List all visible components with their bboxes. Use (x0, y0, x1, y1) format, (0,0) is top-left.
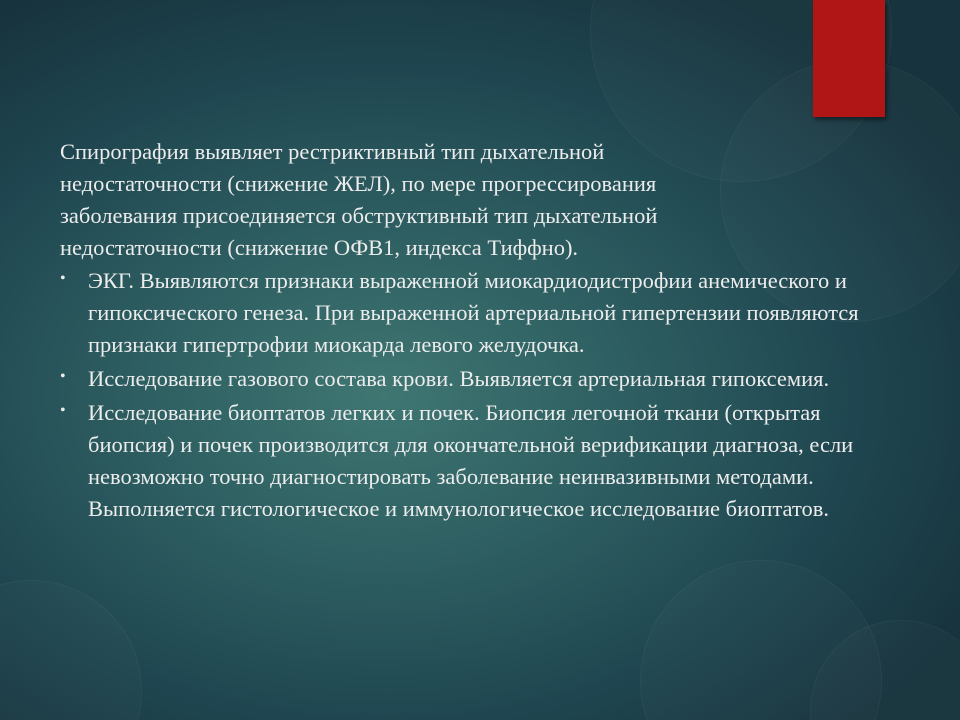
decorative-circle (0, 580, 142, 720)
bullet-item-ecg (60, 265, 910, 361)
bullet-item-biopsy (60, 397, 910, 525)
red-accent-bar (813, 0, 885, 117)
bullet-text: Исследование газового состава крови. Выявляется артериальная гипоксемия. (88, 366, 830, 391)
bullet-icon: • (60, 368, 66, 385)
bullet-icon: • (60, 270, 66, 287)
bullet-text: Исследование биоптатов легких и почек. Биопсия легочной ткани (открытая биопсия) и почек производится для окончательной верификации диагноза, если невозможно точно диагностировать заболевание неинвазивными методами. Выполняется гистологическое и иммунологическое исследование биоптатов. (88, 400, 854, 521)
bullet-item-blood-gas (60, 363, 910, 395)
bullet-list (60, 265, 910, 525)
slide-content (60, 136, 910, 527)
bullet-text: ЭКГ. Выявляются признаки выраженной миокардиодистрофии анемического и гипоксического генеза. При выраженной артериальной гипертензии появляются признаки гипертрофии миокарда левого желудочка. (88, 268, 859, 357)
bullet-icon: • (60, 402, 66, 419)
intro-paragraph: Спирография выявляет рестриктивный тип дыхательной недостаточности (снижение ЖЕЛ), по мере прогрессирования заболевания присоединяется обструктивный тип дыхательной недостаточности (снижение ОФВ1, индекса Тиффно). (60, 139, 658, 260)
